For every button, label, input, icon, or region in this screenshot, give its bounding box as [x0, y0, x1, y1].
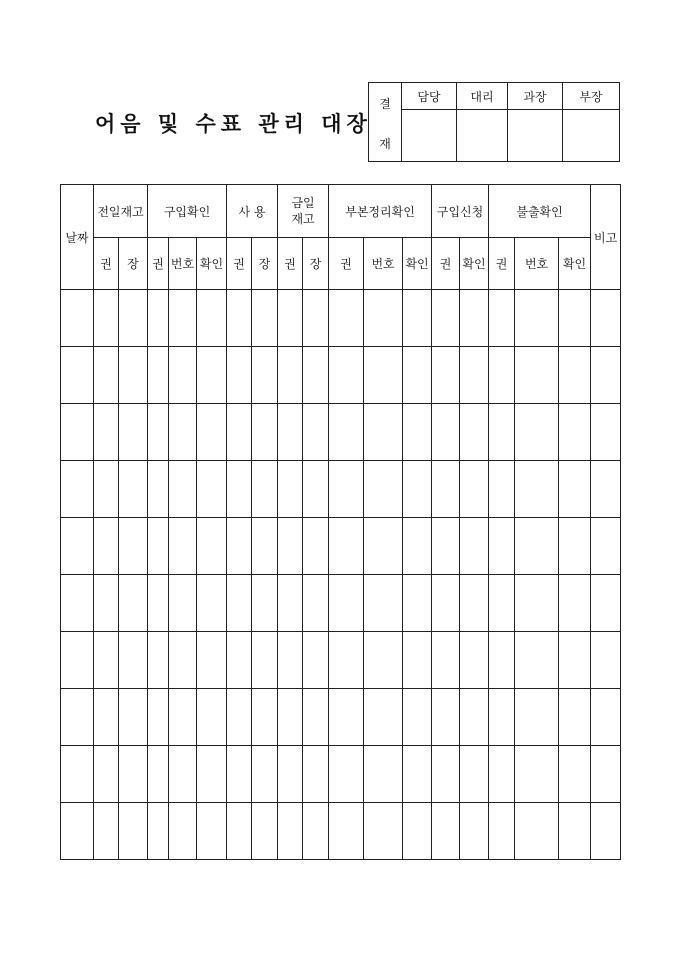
table-cell[interactable] — [432, 404, 460, 461]
table-cell[interactable] — [591, 575, 621, 632]
table-cell[interactable] — [432, 632, 460, 689]
table-cell[interactable] — [591, 347, 621, 404]
table-cell[interactable] — [403, 575, 432, 632]
header-usage: 사 용 — [227, 185, 278, 238]
table-cell[interactable] — [460, 518, 489, 575]
table-cell[interactable] — [364, 689, 403, 746]
table-cell[interactable] — [515, 518, 559, 575]
header-today-stock-line1: 금일 — [291, 196, 315, 210]
table-cell[interactable] — [169, 746, 197, 803]
signature-cell[interactable] — [457, 110, 508, 162]
table-cell[interactable] — [61, 575, 94, 632]
table-cell[interactable] — [591, 803, 621, 860]
table-cell[interactable] — [148, 347, 169, 404]
table-cell[interactable] — [303, 347, 329, 404]
table-cell[interactable] — [197, 461, 227, 518]
table-cell[interactable] — [119, 461, 148, 518]
table-row — [61, 632, 621, 689]
table-cell[interactable] — [169, 575, 197, 632]
table-cell[interactable] — [61, 461, 94, 518]
table-cell[interactable] — [364, 746, 403, 803]
table-cell[interactable] — [303, 518, 329, 575]
sub-header: 번호 — [515, 238, 559, 290]
table-cell[interactable] — [591, 404, 621, 461]
table-cell[interactable] — [227, 632, 252, 689]
table-cell[interactable] — [169, 290, 197, 347]
table-cell[interactable] — [329, 803, 364, 860]
table-cell[interactable] — [252, 347, 278, 404]
table-cell[interactable] — [94, 746, 119, 803]
table-cell[interactable] — [303, 290, 329, 347]
table-cell[interactable] — [197, 689, 227, 746]
table-cell[interactable] — [460, 290, 489, 347]
table-cell[interactable] — [119, 347, 148, 404]
table-cell[interactable] — [278, 632, 303, 689]
table-cell[interactable] — [94, 689, 119, 746]
table-cell[interactable] — [303, 632, 329, 689]
table-cell[interactable] — [148, 632, 169, 689]
table-cell[interactable] — [94, 632, 119, 689]
table-cell[interactable] — [591, 689, 621, 746]
sub-header: 확인 — [460, 238, 489, 290]
sub-header: 번호 — [169, 238, 197, 290]
sub-header: 권 — [227, 238, 252, 290]
table-cell[interactable] — [364, 518, 403, 575]
table-cell[interactable] — [432, 575, 460, 632]
table-cell[interactable] — [252, 461, 278, 518]
table-cell[interactable] — [489, 347, 515, 404]
sub-header: 장 — [119, 238, 148, 290]
table-cell[interactable] — [119, 290, 148, 347]
table-cell[interactable] — [252, 404, 278, 461]
table-cell[interactable] — [329, 404, 364, 461]
table-cell[interactable] — [515, 290, 559, 347]
table-cell[interactable] — [119, 632, 148, 689]
table-cell[interactable] — [278, 404, 303, 461]
table-cell[interactable] — [119, 803, 148, 860]
table-cell[interactable] — [489, 290, 515, 347]
table-cell[interactable] — [94, 575, 119, 632]
table-cell[interactable] — [169, 689, 197, 746]
table-cell[interactable] — [489, 689, 515, 746]
table-cell[interactable] — [227, 803, 252, 860]
table-cell[interactable] — [227, 461, 252, 518]
table-cell[interactable] — [559, 290, 591, 347]
table-cell[interactable] — [94, 404, 119, 461]
table-cell[interactable] — [460, 575, 489, 632]
table-cell[interactable] — [432, 461, 460, 518]
table-cell[interactable] — [197, 746, 227, 803]
table-cell[interactable] — [432, 746, 460, 803]
table-cell[interactable] — [460, 347, 489, 404]
table-cell[interactable] — [403, 290, 432, 347]
table-cell[interactable] — [432, 803, 460, 860]
table-cell[interactable] — [278, 689, 303, 746]
table-cell[interactable] — [364, 290, 403, 347]
table-cell[interactable] — [197, 803, 227, 860]
table-cell[interactable] — [227, 575, 252, 632]
table-cell[interactable] — [61, 404, 94, 461]
approval-side-label — [369, 83, 402, 162]
table-cell[interactable] — [169, 632, 197, 689]
table-cell[interactable] — [61, 803, 94, 860]
signature-cell[interactable] — [402, 110, 457, 162]
approval-role-department-head: 부장 — [563, 83, 620, 110]
signature-cell[interactable] — [563, 110, 620, 162]
table-cell[interactable] — [515, 461, 559, 518]
table-cell[interactable] — [489, 803, 515, 860]
table-cell[interactable] — [252, 746, 278, 803]
table-cell[interactable] — [148, 461, 169, 518]
table-cell[interactable] — [148, 803, 169, 860]
table-cell[interactable] — [303, 461, 329, 518]
table-cell[interactable] — [329, 518, 364, 575]
approval-side-label-top: 결 — [379, 97, 391, 111]
header-purchase-check: 구입확인 — [148, 185, 227, 238]
table-cell[interactable] — [169, 347, 197, 404]
table-cell[interactable] — [329, 347, 364, 404]
table-row — [61, 746, 621, 803]
signature-cell[interactable] — [508, 110, 563, 162]
table-cell[interactable] — [197, 632, 227, 689]
table-cell[interactable] — [278, 290, 303, 347]
table-cell[interactable] — [148, 575, 169, 632]
header-prev-stock: 전일재고 — [94, 185, 148, 238]
sub-header: 확인 — [559, 238, 591, 290]
table-cell[interactable] — [278, 461, 303, 518]
table-cell[interactable] — [403, 689, 432, 746]
ledger-table — [60, 184, 621, 860]
table-cell[interactable] — [364, 404, 403, 461]
table-cell[interactable] — [169, 803, 197, 860]
table-cell[interactable] — [591, 290, 621, 347]
table-cell[interactable] — [252, 290, 278, 347]
table-row — [61, 347, 621, 404]
table-cell[interactable] — [364, 575, 403, 632]
sub-header: 확인 — [403, 238, 432, 290]
table-cell[interactable] — [432, 518, 460, 575]
approval-role-section-chief: 과장 — [508, 83, 563, 110]
table-cell[interactable] — [403, 404, 432, 461]
table-cell[interactable] — [432, 347, 460, 404]
table-cell[interactable] — [559, 518, 591, 575]
table-cell[interactable] — [489, 461, 515, 518]
table-cell[interactable] — [432, 689, 460, 746]
table-cell[interactable] — [227, 290, 252, 347]
sub-header: 권 — [278, 238, 303, 290]
page-title: 어음 및 수표 관리 대장 — [95, 111, 372, 136]
table-cell[interactable] — [489, 632, 515, 689]
table-cell[interactable] — [489, 746, 515, 803]
table-cell[interactable] — [432, 290, 460, 347]
table-cell[interactable] — [591, 632, 621, 689]
table-cell[interactable] — [303, 575, 329, 632]
table-row — [61, 461, 621, 518]
table-cell[interactable] — [515, 689, 559, 746]
table-cell[interactable] — [303, 746, 329, 803]
table-cell[interactable] — [119, 689, 148, 746]
table-cell[interactable] — [559, 803, 591, 860]
table-cell[interactable] — [278, 746, 303, 803]
sub-header: 권 — [432, 238, 460, 290]
table-cell[interactable] — [227, 347, 252, 404]
table-cell[interactable] — [559, 746, 591, 803]
table-cell[interactable] — [329, 689, 364, 746]
table-cell[interactable] — [227, 518, 252, 575]
sub-header: 장 — [252, 238, 278, 290]
table-cell[interactable] — [148, 518, 169, 575]
table-cell[interactable] — [403, 518, 432, 575]
header-date: 날짜 — [61, 185, 94, 290]
table-cell[interactable] — [119, 746, 148, 803]
table-cell[interactable] — [252, 518, 278, 575]
table-cell[interactable] — [94, 347, 119, 404]
sub-header: 장 — [303, 238, 329, 290]
table-cell[interactable] — [94, 461, 119, 518]
table-cell[interactable] — [94, 290, 119, 347]
sub-header: 번호 — [364, 238, 403, 290]
table-cell[interactable] — [460, 404, 489, 461]
table-cell[interactable] — [489, 404, 515, 461]
table-cell[interactable] — [329, 290, 364, 347]
sub-header: 확인 — [197, 238, 227, 290]
table-cell[interactable] — [119, 575, 148, 632]
table-cell[interactable] — [515, 347, 559, 404]
table-cell[interactable] — [403, 803, 432, 860]
table-cell[interactable] — [489, 518, 515, 575]
table-cell[interactable] — [303, 689, 329, 746]
table-cell[interactable] — [329, 575, 364, 632]
table-row — [61, 518, 621, 575]
table-cell[interactable] — [197, 575, 227, 632]
table-cell[interactable] — [278, 575, 303, 632]
table-cell[interactable] — [61, 347, 94, 404]
table-cell[interactable] — [227, 404, 252, 461]
table-cell[interactable] — [61, 689, 94, 746]
table-cell[interactable] — [591, 518, 621, 575]
table-cell[interactable] — [278, 347, 303, 404]
table-cell[interactable] — [403, 746, 432, 803]
table-cell[interactable] — [148, 290, 169, 347]
table-cell[interactable] — [197, 347, 227, 404]
sub-header: 권 — [148, 238, 169, 290]
approval-role-staff: 담당 — [402, 83, 457, 110]
table-cell[interactable] — [403, 632, 432, 689]
table-cell[interactable] — [591, 746, 621, 803]
table-cell[interactable] — [489, 575, 515, 632]
table-row — [61, 803, 621, 860]
table-cell[interactable] — [119, 518, 148, 575]
table-cell[interactable] — [515, 803, 559, 860]
table-cell[interactable] — [460, 632, 489, 689]
table-cell[interactable] — [278, 518, 303, 575]
header-purchase-request: 구입신청 — [432, 185, 489, 238]
header-issue-check: 불출확인 — [489, 185, 591, 238]
sub-header: 권 — [329, 238, 364, 290]
table-cell[interactable] — [252, 689, 278, 746]
table-cell[interactable] — [252, 803, 278, 860]
table-cell[interactable] — [364, 461, 403, 518]
approval-role-assistant-manager: 대리 — [457, 83, 508, 110]
table-row — [61, 290, 621, 347]
table-row — [61, 689, 621, 746]
table-cell[interactable] — [169, 518, 197, 575]
table-cell[interactable] — [460, 461, 489, 518]
approval-side-label-bottom: 재 — [379, 137, 391, 151]
table-cell[interactable] — [61, 290, 94, 347]
table-cell[interactable] — [303, 404, 329, 461]
table-cell[interactable] — [329, 461, 364, 518]
table-cell[interactable] — [227, 746, 252, 803]
table-cell[interactable] — [94, 518, 119, 575]
table-cell[interactable] — [278, 803, 303, 860]
table-cell[interactable] — [169, 461, 197, 518]
table-cell[interactable] — [403, 347, 432, 404]
table-cell[interactable] — [119, 404, 148, 461]
table-cell[interactable] — [148, 689, 169, 746]
table-cell[interactable] — [460, 689, 489, 746]
table-cell[interactable] — [559, 689, 591, 746]
table-cell[interactable] — [364, 632, 403, 689]
header-today-stock — [278, 185, 329, 238]
table-cell[interactable] — [94, 803, 119, 860]
sub-header: 권 — [94, 238, 119, 290]
table-row — [61, 575, 621, 632]
table-cell[interactable] — [169, 404, 197, 461]
table-row — [61, 404, 621, 461]
table-cell[interactable] — [515, 404, 559, 461]
table-cell[interactable] — [403, 461, 432, 518]
table-cell[interactable] — [197, 290, 227, 347]
table-cell[interactable] — [559, 461, 591, 518]
table-cell[interactable] — [559, 347, 591, 404]
table-cell[interactable] — [460, 803, 489, 860]
table-cell[interactable] — [303, 803, 329, 860]
table-cell[interactable] — [197, 404, 227, 461]
table-cell[interactable] — [515, 746, 559, 803]
table-cell[interactable] — [559, 404, 591, 461]
header-today-stock-line2: 재고 — [291, 212, 315, 226]
table-cell[interactable] — [364, 347, 403, 404]
header-remarks: 비고 — [591, 185, 621, 290]
table-cell[interactable] — [252, 575, 278, 632]
table-cell[interactable] — [61, 518, 94, 575]
table-cell[interactable] — [515, 632, 559, 689]
table-cell[interactable] — [329, 746, 364, 803]
table-cell[interactable] — [559, 632, 591, 689]
table-cell[interactable] — [197, 518, 227, 575]
approval-box — [368, 82, 620, 162]
sub-header: 권 — [489, 238, 515, 290]
table-cell[interactable] — [364, 803, 403, 860]
table-cell[interactable] — [61, 632, 94, 689]
table-cell[interactable] — [252, 632, 278, 689]
table-cell[interactable] — [559, 575, 591, 632]
table-cell[interactable] — [591, 461, 621, 518]
table-cell[interactable] — [329, 632, 364, 689]
header-copy-check: 부본정리확인 — [329, 185, 432, 238]
table-cell[interactable] — [515, 575, 559, 632]
table-cell[interactable] — [148, 746, 169, 803]
table-cell[interactable] — [460, 746, 489, 803]
table-cell[interactable] — [148, 404, 169, 461]
table-cell[interactable] — [227, 689, 252, 746]
table-cell[interactable] — [61, 746, 94, 803]
